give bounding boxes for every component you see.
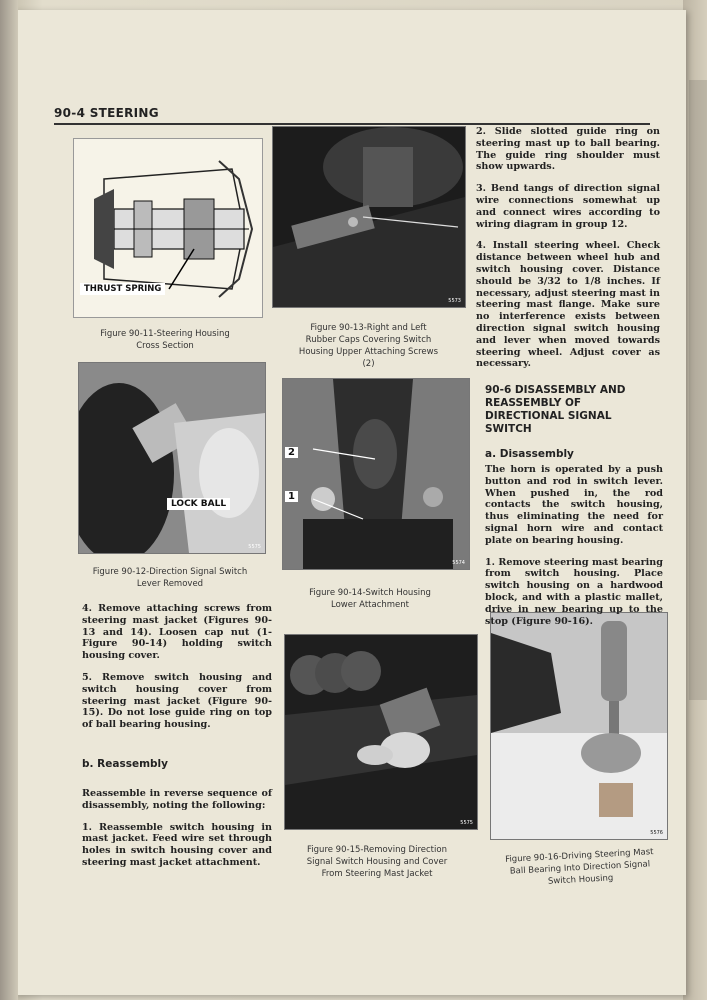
next-page-edge: [683, 0, 707, 1000]
running-head: 90-4 STEERING: [54, 106, 159, 120]
signal-lever-photo: [79, 363, 265, 553]
callout-1: 1: [285, 491, 298, 502]
figure-90-13: [272, 126, 466, 308]
header-rule: [54, 123, 650, 125]
reassembly-heading: b. Reassembly: [82, 758, 168, 770]
section-heading-90-6: 90-6 DISASSEMBLY AND REASSEMBLY OF DIRECTIONAL SIGNAL SWITCH: [485, 384, 626, 435]
figure-code: 5575: [460, 820, 473, 826]
step-3-bend-tangs: 3. Bend tangs of direction signal wire connections somewhat up and connect wires according to wiring diagram in group 12.: [476, 183, 660, 230]
figure-90-16-caption: Figure 90-16-Driving Steering Mast Ball Bearing Into Direction Signal Switch Housing: [504, 847, 654, 887]
figure-code: 5575: [248, 544, 261, 550]
reassembly-step-1: 1. Reassemble switch housing in mast jacket. Feed wire set through holes in switch housing cover and steering mast jacket attachment.: [82, 821, 272, 868]
thrust-spring-label: THRUST SPRING: [80, 283, 165, 295]
removing-housing-photo: [285, 635, 477, 829]
right-column-text: [476, 126, 660, 380]
reassembly-text: [82, 788, 272, 879]
figure-90-14-caption: Figure 90-14-Switch Housing Lower Attachment: [309, 588, 431, 610]
step-5-remove-housing: 5. Remove switch housing and switch housing cover from steering mast jacket (Figure 90-15). Do not lose guide ring on top of ball bearing housing.: [82, 671, 272, 731]
disassembly-text: [485, 464, 663, 637]
figure-code: 5574: [452, 560, 465, 566]
figure-90-16: [490, 612, 668, 840]
step-4-install-wheel: 4. Install steering wheel. Check distance between wheel hub and switch housing cover. Distance should be 3/32 to 1/8 inches. If necessary, adjust steering mast in steering mast flange. Make sure no interference exists between direction signal switch housing and lever when moved towards steering wheel. Adjust cover as necessary.: [476, 240, 660, 370]
figure-90-12: [78, 362, 266, 554]
figure-90-11-caption: Figure 90-11-Steering Housing Cross Section: [100, 329, 230, 351]
figure-90-12-caption: Figure 90-12-Direction Signal Switch Lever Removed: [92, 567, 248, 589]
figure-code: 5573: [448, 298, 461, 304]
figure-90-15: [284, 634, 478, 830]
figure-code: 5576: [650, 830, 663, 836]
reassembly-intro: Reassemble in reverse sequence of disassembly, noting the following:: [82, 788, 272, 811]
driving-bearing-photo: [491, 613, 667, 839]
figure-90-14: [282, 378, 470, 570]
horn-description: The horn is operated by a push button and rod in switch lever. When pushed in, the rod contacts the switch housing, thus eliminating the need for signal horn wire and contact plate on bearing housing.: [485, 464, 663, 546]
step-4-remove-screws: 4. Remove attaching screws from steering mast jacket (Figures 90-13 and 14). Loosen cap nut (1-Figure 90-14) holding switch housing cover.: [82, 603, 272, 662]
figure-90-11: [73, 138, 263, 318]
disassembly-heading: a. Disassembly: [485, 448, 574, 460]
figure-90-15-caption: Figure 90-15-Removing Direction Signal Switch Housing and Cover From Steering Mast Jacket: [306, 845, 448, 879]
step-2-guide-ring: 2. Slide slotted guide ring on steering mast up to ball bearing. The guide ring shoulder must show upwards.: [476, 126, 660, 173]
figure-90-13-caption: Figure 90-13-Right and Left Rubber Caps Covering Switch Housing Upper Attaching Screws (2): [298, 323, 439, 369]
callout-2: 2: [285, 447, 298, 458]
lock-ball-label: LOCK BALL: [167, 498, 230, 510]
left-column-text: [82, 603, 272, 741]
rubber-caps-photo: [273, 127, 465, 307]
switch-housing-photo: [283, 379, 469, 569]
disassembly-step-1: 1. Remove steering mast bearing from switch housing. Place switch housing on a hardwood block, and with a plastic mallet, drive in new bearing up to the stop (Figure 90-16).: [485, 556, 663, 627]
book-binding: [0, 0, 18, 1000]
